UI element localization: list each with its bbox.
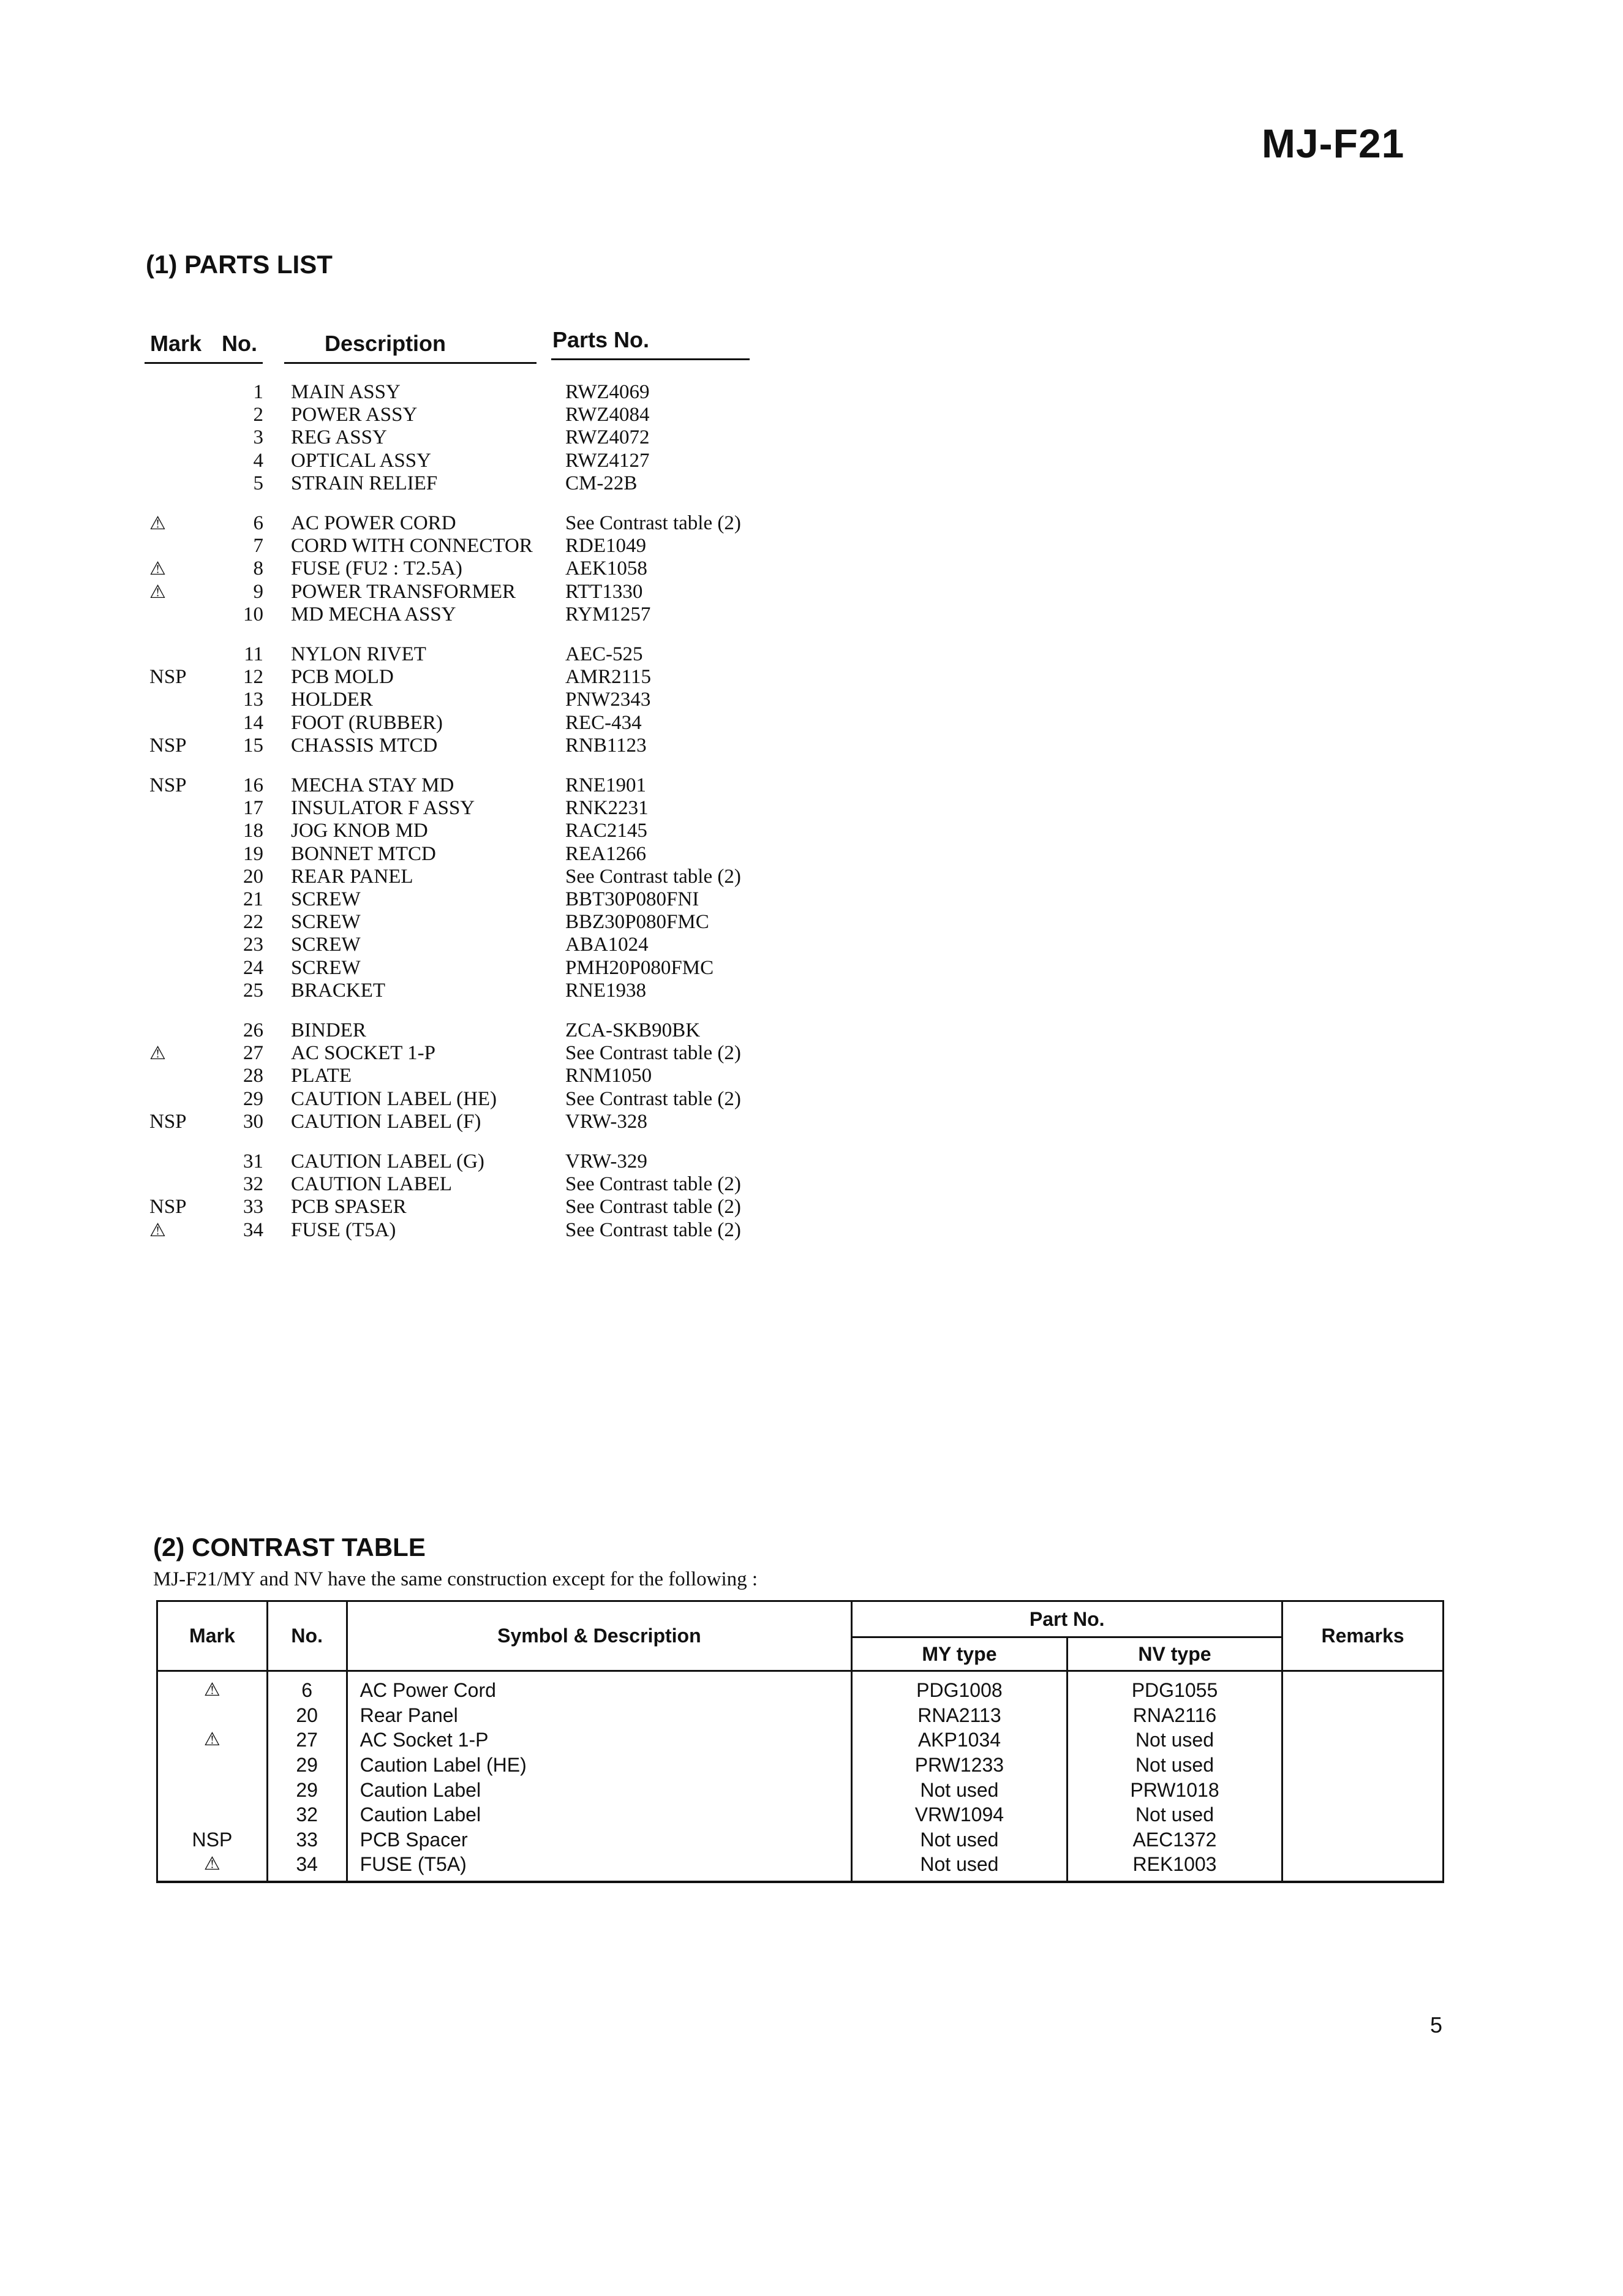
parts-description: CHASSIS MTCD (291, 734, 438, 757)
parts-number: RWZ4084 (565, 404, 650, 426)
parts-list-row (141, 1019, 815, 1042)
ct-nv-type: Not used (1067, 1753, 1282, 1778)
parts-list-row (141, 603, 815, 626)
parts-no: 22 (243, 911, 263, 934)
parts-number: BBZ30P080FMC (565, 911, 709, 934)
parts-no: 12 (243, 666, 263, 689)
parts-description: STRAIN RELIEF (291, 472, 438, 494)
ct-no: 27 (267, 1728, 347, 1753)
parts-list-header-parts-no: Parts No. (552, 327, 650, 352)
parts-number: AEC-525 (565, 643, 643, 665)
ct-nv-type: RNA2116 (1067, 1703, 1282, 1728)
parts-no: 11 (244, 643, 263, 665)
parts-no: 31 (243, 1150, 263, 1173)
parts-list-row (141, 581, 815, 603)
header-rule-middle (284, 362, 537, 364)
parts-list-row (141, 843, 815, 866)
parts-description: SCREW (291, 911, 361, 934)
parts-no: 13 (243, 689, 263, 711)
parts-number: See Contrast table (2) (565, 1087, 741, 1110)
contrast-table-note: MJ-F21/MY and NV have the same construction except for the following : (153, 1568, 758, 1590)
contrast-table (156, 1600, 1444, 1883)
parts-number: See Contrast table (2) (565, 1218, 741, 1241)
parts-list-row (141, 472, 815, 495)
parts-list-row (141, 557, 815, 580)
parts-no: 5 (253, 472, 263, 494)
parts-list-row (141, 1150, 815, 1173)
parts-number: PMH20P080FMC (565, 956, 714, 979)
parts-description: AC SOCKET 1-P (291, 1042, 435, 1065)
parts-description: MD MECHA ASSY (291, 603, 456, 625)
parts-description: CAUTION LABEL (291, 1173, 453, 1196)
parts-description: INSULATOR F ASSY (291, 797, 475, 820)
ct-no: 20 (267, 1703, 347, 1728)
ct-header-no: No. (267, 1601, 347, 1671)
parts-description: PLATE (291, 1065, 352, 1087)
parts-description: CAUTION LABEL (F) (291, 1110, 481, 1133)
parts-description: CAUTION LABEL (HE) (291, 1087, 497, 1110)
parts-no: 3 (253, 426, 263, 449)
parts-no: 32 (243, 1173, 263, 1196)
parts-description: SCREW (291, 888, 361, 910)
parts-number: See Contrast table (2) (565, 865, 741, 888)
parts-description: FUSE (FU2 : T2.5A) (291, 557, 462, 580)
parts-description: AC POWER CORD (291, 512, 456, 534)
parts-list-row (141, 450, 815, 472)
parts-number: CM-22B (565, 472, 638, 494)
parts-no: 1 (253, 381, 263, 403)
parts-list-row (141, 1042, 815, 1065)
parts-no: 23 (243, 934, 263, 956)
ct-header-description: Symbol & Description (347, 1601, 852, 1671)
parts-list-row (141, 381, 815, 404)
parts-no: 9 (253, 580, 263, 603)
parts-number: RDE1049 (565, 535, 646, 557)
ct-remarks (1282, 1802, 1444, 1827)
parts-list-row (141, 980, 815, 1002)
parts-number: See Contrast table (2) (565, 512, 741, 534)
parts-list-row (141, 734, 815, 757)
ct-remarks (1282, 1827, 1444, 1852)
parts-number: RWZ4072 (565, 426, 650, 449)
parts-number: REC-434 (565, 711, 642, 734)
parts-list-row (141, 866, 815, 888)
parts-no: 30 (243, 1110, 263, 1133)
parts-number: See Contrast table (2) (565, 1196, 741, 1218)
parts-list-header-description: Description (325, 331, 446, 356)
ct-nv-type: PDG1055 (1067, 1671, 1282, 1703)
parts-list-row (141, 888, 815, 911)
contrast-table-title: (2) CONTRAST TABLE (153, 1533, 426, 1562)
parts-no: 29 (243, 1087, 263, 1110)
parts-number: RAC2145 (565, 820, 647, 842)
parts-number: PNW2343 (565, 689, 651, 711)
parts-description: SCREW (291, 934, 361, 956)
ct-remarks (1282, 1777, 1444, 1802)
parts-number: RNE1938 (565, 979, 646, 1002)
parts-mark: NSP (149, 774, 187, 796)
parts-number: ABA1024 (565, 934, 649, 956)
model-number: MJ-F21 (1262, 121, 1405, 166)
parts-number: RWZ4069 (565, 381, 650, 403)
ct-mark (157, 1802, 268, 1827)
ct-my-type: Not used (852, 1827, 1068, 1852)
ct-mark: NSP (157, 1827, 268, 1852)
parts-no: 24 (243, 956, 263, 979)
ct-header-my-type: MY type (852, 1637, 1068, 1671)
ct-no: 29 (267, 1777, 347, 1802)
ct-description: FUSE (T5A) (347, 1852, 852, 1882)
parts-number: RNK2231 (565, 797, 649, 820)
parts-number: VRW-328 (565, 1110, 647, 1133)
parts-description: CORD WITH CONNECTOR (291, 535, 533, 557)
ct-mark: ⚠ (157, 1728, 268, 1753)
parts-list-row (141, 820, 815, 842)
header-rule-left (145, 362, 263, 364)
header-rule-right (551, 358, 750, 360)
parts-mark: NSP (149, 1196, 187, 1218)
ct-row (157, 1802, 1444, 1827)
parts-no: 16 (243, 774, 263, 796)
parts-no: 2 (253, 404, 263, 426)
parts-description: BRACKET (291, 979, 386, 1002)
ct-header-part-no: Part No. (852, 1601, 1282, 1637)
parts-list-row (141, 934, 815, 956)
ct-nv-type: Not used (1067, 1802, 1282, 1827)
ct-description: PCB Spacer (347, 1827, 852, 1852)
ct-description: AC Socket 1-P (347, 1728, 852, 1753)
parts-list-row (141, 643, 815, 666)
ct-nv-type: PRW1018 (1067, 1777, 1282, 1802)
parts-list-row (141, 774, 815, 797)
parts-number: RNE1901 (565, 774, 646, 796)
parts-mark: ⚠ (149, 513, 166, 534)
ct-mark (157, 1703, 268, 1728)
parts-list-row (141, 512, 815, 535)
parts-mark: NSP (149, 734, 187, 757)
ct-mark (157, 1777, 268, 1802)
parts-number: VRW-329 (565, 1150, 647, 1173)
ct-no: 33 (267, 1827, 347, 1852)
parts-number: RNM1050 (565, 1065, 652, 1087)
parts-number: See Contrast table (2) (565, 1173, 741, 1196)
parts-description: BONNET MTCD (291, 842, 436, 865)
parts-list-row (141, 1088, 815, 1111)
ct-description: Rear Panel (347, 1703, 852, 1728)
ct-header-remarks: Remarks (1282, 1601, 1444, 1671)
parts-mark: NSP (149, 666, 187, 689)
parts-no: 19 (243, 842, 263, 865)
parts-description: REAR PANEL (291, 865, 413, 888)
parts-no: 6 (253, 512, 263, 534)
parts-no: 7 (253, 535, 263, 557)
ct-my-type: Not used (852, 1852, 1068, 1882)
ct-description: Caution Label (HE) (347, 1753, 852, 1778)
parts-description: POWER ASSY (291, 404, 418, 426)
parts-no: 33 (243, 1196, 263, 1218)
ct-my-type: RNA2113 (852, 1703, 1068, 1728)
ct-no: 34 (267, 1852, 347, 1882)
parts-number: RYM1257 (565, 603, 651, 625)
ct-mark (157, 1753, 268, 1778)
ct-my-type: Not used (852, 1777, 1068, 1802)
ct-description: Caution Label (347, 1777, 852, 1802)
ct-row (157, 1827, 1444, 1852)
parts-list-header-no: No. (222, 331, 257, 356)
parts-list-row (141, 957, 815, 980)
parts-mark: ⚠ (149, 1043, 166, 1065)
parts-description: SCREW (291, 956, 361, 979)
parts-no: 17 (243, 797, 263, 820)
parts-number: AEK1058 (565, 557, 647, 580)
parts-description: MAIN ASSY (291, 381, 401, 403)
ct-remarks (1282, 1728, 1444, 1753)
parts-no: 10 (243, 603, 263, 625)
ct-row (157, 1852, 1444, 1882)
parts-number: REA1266 (565, 842, 646, 865)
parts-list-row (141, 712, 815, 734)
parts-list-row (141, 911, 815, 934)
ct-mark: ⚠ (157, 1671, 268, 1703)
parts-no: 8 (253, 557, 263, 580)
parts-description: FUSE (T5A) (291, 1218, 396, 1241)
parts-number: BBT30P080FNI (565, 888, 699, 910)
parts-description: NYLON RIVET (291, 643, 426, 665)
parts-number: See Contrast table (2) (565, 1042, 741, 1065)
ct-nv-type: Not used (1067, 1728, 1282, 1753)
parts-no: 26 (243, 1019, 263, 1041)
parts-description: PCB MOLD (291, 666, 394, 689)
ct-nv-type: REK1003 (1067, 1852, 1282, 1882)
parts-mark: ⚠ (149, 581, 166, 603)
parts-list-header-mark: Mark (150, 331, 202, 356)
parts-mark: NSP (149, 1110, 187, 1133)
parts-list-row (141, 1111, 815, 1133)
parts-number: AMR2115 (565, 666, 651, 689)
parts-list-row (141, 535, 815, 557)
parts-list-row (141, 1173, 815, 1196)
parts-mark: ⚠ (149, 558, 166, 580)
parts-list-row (141, 1219, 815, 1242)
parts-no: 20 (243, 865, 263, 888)
ct-header-mark: Mark (157, 1601, 268, 1671)
parts-description: POWER TRANSFORMER (291, 580, 516, 603)
ct-remarks (1282, 1852, 1444, 1882)
parts-list-row (141, 689, 815, 711)
parts-list-row (141, 404, 815, 426)
parts-description: CAUTION LABEL (G) (291, 1150, 484, 1173)
ct-no: 32 (267, 1802, 347, 1827)
parts-no: 15 (243, 734, 263, 757)
parts-no: 28 (243, 1065, 263, 1087)
parts-number: RNB1123 (565, 734, 647, 757)
parts-list-row (141, 797, 815, 820)
parts-no: 4 (253, 449, 263, 472)
parts-number: ZCA-SKB90BK (565, 1019, 701, 1041)
parts-no: 14 (243, 711, 263, 734)
parts-no: 21 (243, 888, 263, 910)
parts-list-title: (1) PARTS LIST (146, 250, 333, 279)
ct-row (157, 1753, 1444, 1778)
ct-no: 6 (267, 1671, 347, 1703)
parts-no: 27 (243, 1042, 263, 1065)
ct-no: 29 (267, 1753, 347, 1778)
parts-list-row (141, 666, 815, 689)
parts-description: BINDER (291, 1019, 366, 1041)
parts-list-row (141, 1065, 815, 1087)
parts-list-row (141, 1196, 815, 1218)
ct-row (157, 1728, 1444, 1753)
ct-remarks (1282, 1671, 1444, 1703)
ct-row (157, 1777, 1444, 1802)
parts-no: 34 (243, 1218, 263, 1241)
ct-description: AC Power Cord (347, 1671, 852, 1703)
parts-description: REG ASSY (291, 426, 387, 449)
parts-number: RWZ4127 (565, 449, 650, 472)
parts-number: RTT1330 (565, 580, 643, 603)
parts-no: 25 (243, 979, 263, 1002)
parts-description: OPTICAL ASSY (291, 449, 431, 472)
parts-description: MECHA STAY MD (291, 774, 454, 796)
ct-header-nv-type: NV type (1067, 1637, 1282, 1671)
ct-row (157, 1671, 1444, 1703)
ct-remarks (1282, 1753, 1444, 1778)
parts-no: 18 (243, 820, 263, 842)
parts-mark: ⚠ (149, 1219, 166, 1241)
ct-my-type: AKP1034 (852, 1728, 1068, 1753)
ct-mark: ⚠ (157, 1852, 268, 1882)
ct-remarks (1282, 1703, 1444, 1728)
ct-row (157, 1703, 1444, 1728)
parts-description: PCB SPASER (291, 1196, 407, 1218)
parts-description: FOOT (RUBBER) (291, 711, 443, 734)
ct-nv-type: AEC1372 (1067, 1827, 1282, 1852)
parts-list-row (141, 426, 815, 449)
ct-my-type: VRW1094 (852, 1802, 1068, 1827)
parts-description: JOG KNOB MD (291, 820, 428, 842)
parts-description: HOLDER (291, 689, 373, 711)
ct-my-type: PRW1233 (852, 1753, 1068, 1778)
ct-my-type: PDG1008 (852, 1671, 1068, 1703)
ct-description: Caution Label (347, 1802, 852, 1827)
page-number: 5 (1430, 2012, 1443, 2037)
